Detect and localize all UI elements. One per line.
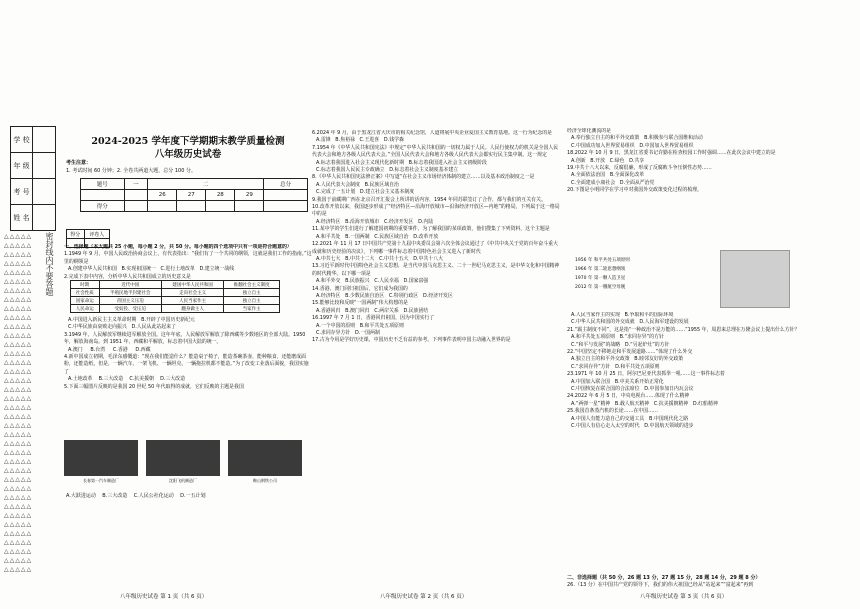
question-q11: 11.某中学的学生们进行了解建国初期的重要事件，为了解我国的某项政策，他们搜集了下列资料，这个主题是 — [312, 226, 550, 233]
option[interactable]: C.中华民族由衰败走向振兴 — [68, 324, 127, 331]
score-input[interactable] — [177, 201, 206, 212]
option[interactable]: B.澳门回归 — [345, 307, 370, 314]
option[interactable]: D.红船精神 — [692, 400, 718, 407]
option[interactable]: D.中国参加日内瓦会议 — [644, 386, 694, 393]
score-cell: 26 — [148, 190, 177, 201]
question-q23: 23.1971 年 10 月 25 日，阿尔巴尼亚代表抓拳一吼……这一事件标志着 — [567, 371, 725, 378]
question-q18-options — [567, 158, 815, 165]
table-cell: 独立自主 — [224, 289, 280, 297]
photo-caption: 沈阳飞机制造厂 — [169, 478, 197, 483]
option[interactable]: D.“另起炉灶”的方针 — [624, 341, 670, 348]
option[interactable]: A.人民当家作主的实现 — [571, 312, 620, 318]
option[interactable]: A.中共七大 — [316, 255, 341, 262]
option[interactable]: A.创建中华人民共和国 — [68, 266, 117, 273]
question-3-options — [64, 347, 312, 354]
option[interactable]: B.争取和平的国际环境 — [624, 312, 674, 318]
option[interactable]: D.钱学森 — [383, 137, 404, 144]
seal-triangle-row: △△△△△ — [4, 539, 33, 546]
column-3-questions-bottom — [567, 312, 815, 572]
seal-triangle-row: △△△△△ — [4, 323, 33, 330]
question-q13-options — [312, 278, 560, 285]
timeline-item: 1966 年 第二轮思想纲领 — [575, 267, 626, 272]
seal-triangle-row: △△△△△ — [4, 341, 33, 348]
option[interactable]: A.中国进入新民主主义革命时期 — [68, 317, 137, 324]
option[interactable]: A.“两弹一星”精神 — [571, 400, 611, 407]
photo-shenyang-aircraft-plant — [146, 440, 220, 483]
question-20-options — [567, 312, 815, 327]
option[interactable]: B.沿海开放城市 — [345, 218, 380, 225]
option[interactable]: D.西藏 — [135, 346, 151, 353]
table-cell: 人民命运 — [71, 305, 100, 313]
score-header-cell: 题号 — [81, 179, 125, 190]
exam-subtitle: 八年级历史试卷 — [154, 149, 222, 160]
notice-line-1: 1. 考试时间 60 分钟；2. 全卷共两道大题，总分 100 分。 — [66, 167, 196, 174]
question-q11-options — [312, 234, 560, 241]
page-footer-2: 八年级历史试卷 第 2 页（共 6 页） — [380, 594, 468, 600]
option[interactable]: C.“和平与发展”的战略 — [571, 341, 621, 348]
question-20-photo — [720, 250, 790, 308]
table-cell: 独立自主 — [224, 297, 280, 305]
question-top-options — [567, 135, 815, 150]
question-2-options — [64, 317, 312, 332]
option[interactable]: C.中国成功加入世界贸易组织 — [571, 142, 635, 149]
photo-caption: 鞍山钢铁公司 — [253, 478, 277, 483]
table-cell: 时期 — [71, 281, 100, 289]
option[interactable]: A.大跃进运动 — [66, 493, 96, 499]
question-q13: 13.习近平新时代中国特色社会主义思想，是当代中国马克思主义、二十一世纪马克思主义，是中华文化和中国精神的时代精华。以下哪一项是 — [312, 263, 560, 277]
seal-triangle-row: △△△△△ — [4, 377, 33, 384]
section-2 — [567, 575, 847, 590]
option[interactable]: A.一个中国的原则 — [316, 322, 356, 329]
score-input[interactable] — [124, 201, 148, 212]
seal-triangle-row: △△△△△ — [4, 449, 33, 456]
seal-triangle-row: △△△△△ — [4, 458, 33, 465]
score-input[interactable] — [235, 201, 264, 212]
option[interactable]: C.中华人民共和国的外交成就 — [571, 319, 635, 326]
seal-triangle-row: △△△△△ — [4, 305, 33, 312]
question-q19-options — [567, 172, 815, 187]
option[interactable]: B.少数民族自治区 — [345, 292, 385, 299]
page-footer-1: 八年级历史试卷 第 1 页（共 6 页） — [120, 594, 208, 600]
question-4: 4.新中国成立初期，毛泽东感慨道：“现在我们能造什么？能造桌子椅子，能造茶碗茶壶，能种粮食，还能磨成面粉，还能造纸，但是，一辆汽车、一架飞机、一辆坦克、一辆拖拉机都不能造。”为了改变工业落后面貌，我国实施了 — [64, 354, 309, 375]
option[interactable]: C.抗美援朝 — [129, 376, 154, 383]
score-cell: 27 — [177, 190, 206, 201]
seal-triangle-row: △△△△△ — [4, 314, 33, 321]
question-q18: 18.2022 年 10 月 9 日，黑龙江省委书记许勤在检查校园工作时强调……在此次会议中建立的是 — [567, 150, 776, 157]
seal-triangle-row: △△△△△ — [4, 350, 33, 357]
score-cell — [264, 190, 308, 201]
grade-field[interactable] — [33, 153, 56, 179]
option[interactable]: C.香港 — [112, 346, 128, 353]
option[interactable]: A.标志着我国进入社会主义现代化新时期 — [316, 159, 404, 166]
option[interactable]: B.全面深化改革 — [609, 172, 645, 179]
question-2-table — [70, 280, 280, 313]
option[interactable]: B.“求同存异”的方针 — [619, 334, 664, 341]
option[interactable]: C.经济开发区 — [384, 218, 414, 225]
seal-triangle-row: △△△△△ — [4, 467, 33, 474]
option[interactable]: A.和平共处五项原则 — [571, 334, 615, 341]
option[interactable]: C.全面建成小康社会 — [571, 179, 616, 186]
score-header-cell: 二 — [148, 179, 264, 190]
question-q23-options — [567, 379, 815, 394]
option[interactable]: D.建立统一战线 — [199, 266, 235, 273]
score-row-label: 得分 — [81, 201, 125, 212]
table-cell: 半殖民地半封建社会 — [99, 289, 161, 297]
timeline-item: 1970 年 第一颗人造卫星 — [575, 276, 626, 281]
option[interactable]: D.一国两制 — [355, 329, 380, 336]
table-row — [71, 281, 280, 289]
option[interactable]: C.完成了一五计划 — [316, 189, 356, 196]
option[interactable]: D.人民从此站起来了 — [131, 324, 176, 331]
table-row — [71, 297, 280, 305]
question-top: 经济全球化潮流的是 — [567, 128, 612, 134]
option[interactable]: A.澳门 — [68, 346, 83, 353]
question-q8-options — [312, 182, 560, 197]
question-q10: 10.改革开放以来，我国逐步形成了“经济特区—沿海开放城市—沿海经济开放区—内地”的格局，下列属于这一格局中的是 — [312, 204, 560, 218]
seal-triangle-row: △△△△△ — [4, 431, 33, 438]
option[interactable]: C.中共十五大 — [379, 255, 409, 262]
seal-triangle-row: △△△△△ — [4, 260, 33, 267]
option[interactable]: B.台湾 — [90, 346, 106, 353]
question-20-timeline — [575, 256, 715, 292]
grade-label: 年 级 — [11, 153, 33, 179]
option[interactable]: B.中国现代化之路 — [648, 415, 689, 422]
option[interactable]: D.共享 — [629, 157, 645, 164]
option[interactable]: A.中国人有能力造自己的交通工具 — [571, 415, 645, 422]
question-1-options — [64, 266, 312, 273]
seal-triangle-row: △△△△△ — [4, 566, 33, 573]
exam-number-label: 考 号 — [11, 179, 33, 205]
score-cell — [124, 190, 148, 201]
question-q9: 9.我国于前藏期广西在北京召开汇报会上所讲的话内容，1954 年同苏联签订了合作，都与我们的互关有关。 — [312, 196, 546, 203]
seal-triangle-row: △△△△△ — [4, 386, 33, 393]
option[interactable]: C.标志着我国人民民主专政确立 — [316, 167, 385, 174]
question-q21-options — [567, 334, 815, 349]
option[interactable]: C.求同存异方针 — [316, 329, 351, 336]
question-q12: 12.2021 年 11 月 17 日中国共产党第十九届中央委员会第六次全体会议通过了《中共中央关于党的百年奋斗重大成就和历史经验的决议》，下列哪一事件标志着中国特色社会主义进入了新时代 — [312, 241, 558, 255]
question-q17: 17.古为今用是学好历史课，中国历史不乏有益的参考。下列事件表明中国主动融入世界的是 — [312, 337, 511, 344]
question-q7: 7.1954 年《中华人民共和国宪法》中规定“中华人民共和国的一切权力属于人民。人民行使权力的机关是全国人民代表大会和地方各级人民代表大会。”全国人民代表大会和地方各级人民代表大会都实行民主集中制。这一规定 — [312, 144, 559, 159]
name-field[interactable] — [33, 205, 56, 231]
table-cell: 社会性质 — [71, 289, 100, 297]
photo-anshan-steel — [228, 440, 302, 483]
name-label: 姓 名 — [11, 205, 33, 231]
table-cell: 走向社会主义 — [161, 289, 223, 297]
option[interactable]: C.两岸关系 — [374, 307, 399, 314]
option[interactable]: A.经济特区 — [316, 292, 341, 299]
timeline-item: 2012 年 第一艘航空母舰 — [575, 285, 626, 290]
school-field[interactable] — [33, 127, 56, 153]
option[interactable]: D.改革开放 — [413, 233, 439, 240]
option[interactable]: D.内陆 — [418, 218, 434, 225]
question-q16: 16.1997 年 7 月 1 日，香港回归祖国，因为中国实行了 — [312, 315, 435, 322]
option[interactable]: B.和平共处五项原则 — [359, 322, 404, 329]
question-q21: 21.“霸主制度不同”，这是指“一种政治不是万能的……”1955 年，周恩来总理在万隆会议上提出什么方针？ — [567, 326, 800, 333]
option[interactable]: B.标志着我国进入社会主义初级阶段 — [408, 159, 487, 166]
question-q20: 20.下图是小明同学在学习中对我国外交政策变化过程的梳理。 — [567, 187, 702, 194]
option[interactable]: D.建立社会主义基本制度 — [359, 189, 415, 196]
option[interactable]: B.民族振兴 — [345, 278, 370, 285]
seal-triangle-row: △△△△△ — [4, 413, 33, 420]
score-cell: 29 — [235, 190, 264, 201]
score-cell — [81, 190, 125, 201]
seal-triangle-row: △△△△△ — [4, 548, 33, 555]
option[interactable]: D.经济开发区 — [423, 292, 453, 299]
table-cell: 建国中华人民共和国 — [161, 281, 223, 289]
seal-triangle-row: △△△△△ — [4, 251, 33, 258]
option[interactable]: B.开辟了中国历史新纪元 — [141, 317, 195, 324]
table-cell: 当家作主 — [224, 305, 280, 313]
seal-triangle-row: △△△△△ — [4, 269, 33, 276]
score-table — [80, 178, 308, 212]
question-q6: 6.2024 年 9 月，由于黑龙江省大庆市的相关纪念馆，人道将展中央企业爱国主义教育基地。这一行为纪念的是 — [312, 130, 553, 136]
question-q16-options — [312, 323, 560, 338]
seal-triangle-row: △△△△△ — [4, 296, 33, 303]
seal-triangle-row: △△△△△ — [4, 440, 33, 447]
score-header-cell: 一 — [124, 179, 148, 190]
question-q6-options — [312, 137, 560, 144]
table-cell: 受奴役、受压迫 — [99, 305, 161, 313]
option[interactable]: A.中国加入联合国 — [571, 378, 611, 385]
option[interactable]: A.独立自主的和平外交政策 — [571, 356, 630, 363]
seal-triangle-row: △△△△△ — [4, 368, 33, 375]
question-q19: 19.中共十八大以来，反腐倡廉，形成了反腐败斗争压倒性态势…… — [567, 165, 712, 172]
seal-triangle-row: △△△△△ — [4, 278, 33, 285]
option[interactable]: B.焦裕禄 — [335, 137, 355, 144]
seal-triangle-row: △△△△△ — [4, 494, 33, 501]
question-q7-options — [312, 160, 560, 175]
table-row — [71, 289, 280, 297]
question-3: 3.1949 年，人民解放军继续进军解放全国。这年年底，人民解放军解放了除西藏等少数地区的全部大陆。1950 年，解放海南岛。到 1951 年，西藏和平解放，标志着中国大陆的统一。 — [64, 331, 306, 346]
option[interactable]: D.三大改造 — [160, 376, 185, 383]
seal-triangles — [4, 232, 44, 592]
question-q24: 24.2022 年 6 月 5 日，中央电视台……体现了什么精神 — [567, 393, 690, 400]
table-cell: 帝国主义压迫 — [99, 297, 161, 305]
question-q25: 25.我国首条蒸汽机的长途……在中国…… — [567, 408, 658, 415]
page-footer-3: 八年级历史试卷 第 3 页（共 6 页） — [640, 594, 728, 600]
seal-triangle-row: △△△△△ — [4, 332, 33, 339]
table-cell: 国家命运 — [71, 297, 100, 305]
option[interactable]: B.睦邻友好的外交政策 — [634, 356, 684, 363]
question-q25-options — [567, 416, 815, 431]
photo-changchun-auto-plant — [64, 440, 138, 483]
question-q22-options — [567, 356, 815, 371]
seal-triangle-row: △△△△△ — [4, 530, 33, 537]
score-cell: 28 — [206, 190, 235, 201]
exam-number-field[interactable] — [33, 179, 56, 205]
option[interactable]: A.和平外交 — [316, 278, 341, 285]
question-q14: 14.香港、澳门回归祖国后，它们成为我国的 — [312, 285, 408, 292]
option[interactable]: A.香港回归 — [316, 307, 341, 314]
seal-triangle-row: △△△△△ — [4, 485, 33, 492]
option[interactable]: C.民族区域自治 — [374, 233, 409, 240]
option[interactable]: C.中国人有信心走入太空的时代 — [571, 423, 640, 430]
photo-caption: 长春第一汽车制造厂 — [83, 478, 119, 483]
seal-triangle-row: △△△△△ — [4, 404, 33, 411]
table-cell: 推翻社会主义制度 — [224, 281, 280, 289]
option[interactable]: C.绿色 — [609, 157, 625, 164]
question-5: 5.下面三幅图片反映的是我国 20 世纪 50 年代取得的成就，它们反映的主题是我国 — [64, 383, 244, 390]
option[interactable]: A.全面依法治国 — [571, 172, 606, 179]
exam-title: 2024-2025 学年度下学期期末教学质量检测 — [91, 136, 285, 147]
option[interactable]: D.一五计划 — [180, 493, 206, 499]
score-input[interactable] — [206, 201, 235, 212]
seal-triangle-row: △△△△△ — [4, 503, 33, 510]
question-5-options — [66, 492, 306, 499]
table-row — [71, 305, 280, 313]
question-5-photos — [64, 440, 304, 482]
student-info-table — [10, 126, 56, 231]
option[interactable]: A.雷锋 — [316, 137, 331, 144]
option[interactable]: A.土地改革 — [68, 376, 93, 383]
option[interactable]: B.积极参与联合国维和活动 — [644, 135, 703, 142]
seal-triangle-row: △△△△△ — [4, 521, 33, 528]
column-1-questions — [64, 244, 312, 444]
score-input[interactable] — [148, 201, 177, 212]
binding-strip — [4, 120, 60, 600]
seal-triangle-row: △△△△△ — [4, 287, 33, 294]
question-q15: 15.能够比较和反映“一国两制”伟大构想的是 — [312, 300, 408, 307]
seal-triangle-row: △△△△△ — [4, 395, 33, 402]
option[interactable]: B.开放 — [590, 157, 605, 164]
seal-triangle-row: △△△△△ — [4, 512, 33, 519]
score-header-cell: 总分 — [264, 179, 308, 190]
seal-triangle-row: △△△△△ — [4, 422, 33, 429]
option[interactable]: A.创新 — [571, 157, 586, 164]
score-input[interactable] — [264, 201, 308, 212]
seal-text: 密封线内不要答题 — [45, 232, 54, 296]
grader-box-grader: 评卷人 — [84, 230, 109, 239]
section-1-heading: 一、选择题（本大题共 25 小题，每小题 2 分，共 50 分。每小题的四个选项中只有一项是符合题意的） — [64, 244, 292, 250]
option[interactable]: B.载人航天精神 — [614, 400, 650, 407]
table-cell: 近代中国 — [99, 281, 161, 289]
option[interactable]: B.一国两制 — [345, 233, 370, 240]
option[interactable]: D.全面从严治党 — [619, 179, 655, 186]
option[interactable]: A.经济特区 — [316, 218, 341, 225]
option[interactable]: C.特别行政区 — [388, 292, 419, 299]
column-2-questions — [312, 130, 560, 590]
option[interactable]: D.人民海军建设的发展 — [639, 319, 689, 326]
option[interactable]: D.中国加入世界贸易组织 — [639, 142, 694, 149]
question-4-options — [64, 376, 312, 383]
table-cell: 翻身做主人 — [161, 305, 223, 313]
option[interactable]: B.三大改造 — [102, 493, 128, 499]
option[interactable]: D.国家富强 — [403, 278, 429, 285]
option[interactable]: D.民族团结 — [403, 307, 429, 314]
question-26: 26.（13 分）在中国共产党的领导下，我们的伟大祖国已经从“站起来”“富起来”再到 — [567, 582, 754, 589]
option[interactable]: C.人民幸福 — [374, 278, 399, 285]
option[interactable]: D.中国航天领域的进步 — [644, 423, 694, 430]
section-2-heading: 二、非选择题（共 50 分，26 题 13 分，27 题 15 分，28 题 14 分，29 题 8 分） — [567, 575, 761, 581]
option[interactable]: C.“求同存异”方针 — [571, 363, 611, 370]
seal-triangle-row: △△△△△ — [4, 242, 33, 249]
option[interactable]: A.人民代表大会制度 — [316, 181, 360, 188]
option[interactable]: B.中美关系开始正常化 — [614, 378, 664, 385]
option[interactable]: D.中共十八大 — [413, 255, 443, 262]
notice-title: 考生注意： — [66, 160, 92, 166]
question-q22: 22.“中国坚定不移地走和平发展道路……”体现了什么外交 — [567, 349, 693, 356]
option[interactable]: B.中共十二大 — [345, 255, 375, 262]
seal-triangle-row: △△△△△ — [4, 233, 33, 240]
option[interactable]: C.抗美援朝精神 — [653, 400, 689, 407]
seal-line — [4, 232, 60, 592]
grader-box-score: 得分 — [67, 230, 85, 239]
option[interactable]: B.实现祖国统一 — [121, 266, 156, 273]
seal-triangle-row: △△△△△ — [4, 476, 33, 483]
option[interactable]: A.和平共处 — [316, 233, 341, 240]
option[interactable]: C.进行土地改革 — [160, 266, 195, 273]
exam-notice — [66, 160, 306, 175]
option[interactable]: D.标志着社会主义制度基本建立 — [389, 167, 459, 174]
question-1: 1.1949 年 9 月，中国人民政治协商会议上，有代表指出：“我们有了一个共同的纲领，这就是我们工作的指南。”这里的纲领是 — [64, 251, 312, 265]
table-cell: 人民当家作主 — [161, 297, 223, 305]
question-2: 2.完成下表中内容，分析中华人民共和国成立的历史意义是 — [64, 273, 191, 280]
option[interactable]: C.人民公社化运动 — [133, 493, 174, 499]
option[interactable]: C.中国恢复在联合国的合法席位 — [571, 386, 640, 393]
seal-triangle-row: △△△△△ — [4, 359, 33, 366]
school-label: 学 校 — [11, 127, 33, 153]
option[interactable]: D.和平共处五项原则 — [615, 363, 660, 370]
option[interactable]: B.民族区域自治 — [364, 181, 399, 188]
option[interactable]: B.三大改造 — [98, 376, 124, 383]
column-3-questions-top — [567, 128, 815, 258]
question-q8: 8.《中华人民共和国宪法修正案》中写道“在社会主义市场经济体制的建立……以及基本政治制度之一是 — [312, 174, 535, 181]
timeline-item: 1956 年 和平共处五项原则 — [575, 258, 630, 263]
option[interactable]: C.王进喜 — [359, 137, 380, 144]
option[interactable]: A.奉行独立自主的和平外交政策 — [571, 135, 640, 142]
seal-triangle-row: △△△△△ — [4, 557, 33, 564]
